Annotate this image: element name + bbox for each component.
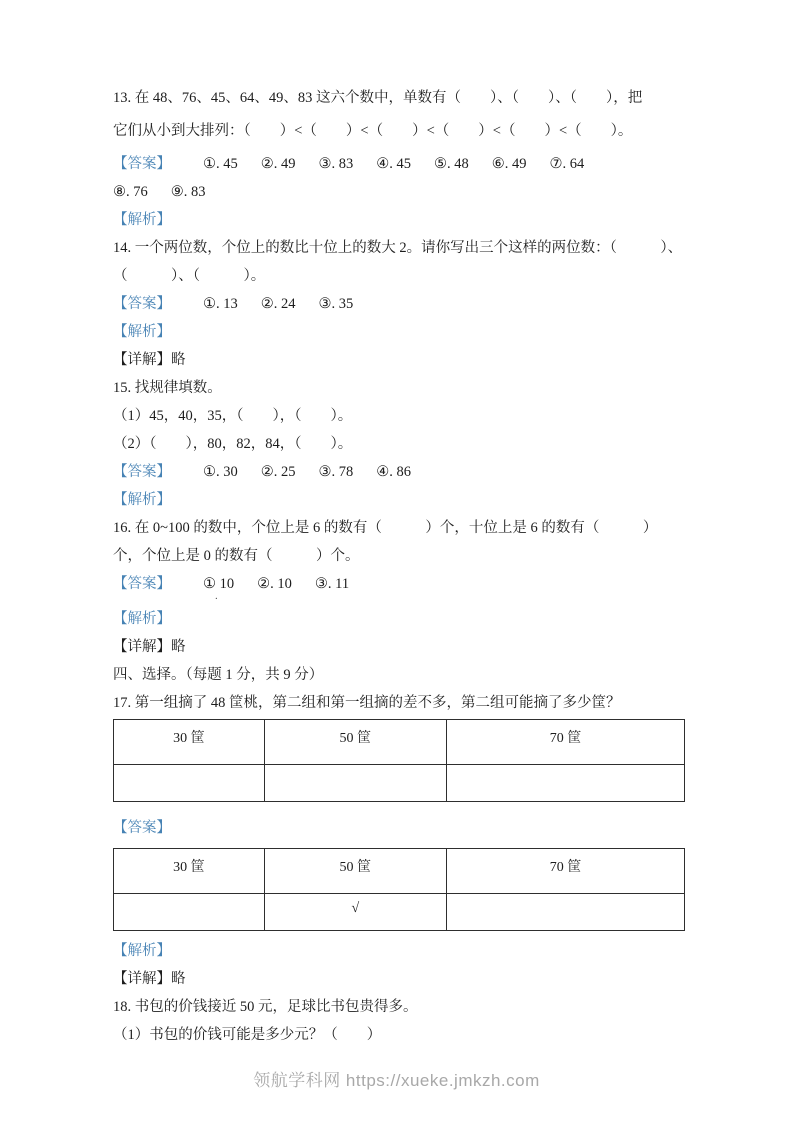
section-4-header: 四、选择。（每题 1 分，共 9 分） (113, 667, 324, 683)
answer-item: ②. 25 (260, 464, 296, 480)
table-cell (446, 894, 684, 931)
table-row (114, 765, 685, 802)
answer-item: ①. 45 (203, 156, 238, 172)
table-cell (114, 765, 265, 802)
table-cell: 50 筐 (264, 849, 446, 894)
answer-item: ②. 24 (260, 296, 296, 312)
answer-items (203, 570, 349, 598)
table-row (114, 894, 685, 931)
detail-label: 【详解】 (113, 639, 171, 655)
question-16-answer-row (113, 570, 685, 602)
answer-label: 【答案】 (113, 464, 171, 480)
question-14-answer-row (113, 290, 685, 318)
answer-label: 【答案】 (113, 156, 171, 172)
answer-items (203, 458, 411, 486)
answer-item: ③. 35 (318, 296, 354, 312)
table-header-row (114, 849, 685, 894)
watermark-footer: 领航学科网 https://xueke.jmkzh.com (253, 1071, 540, 1090)
table-cell (446, 765, 684, 802)
question-14-line-2: （ ）、（ ）。 (113, 268, 266, 284)
question-18-line-1: 18. 书包的价钱接近 50 元，足球比书包贵得多。 (113, 999, 418, 1015)
detail-label: 【详解】 (113, 971, 171, 987)
answer-item: ②. 49 (260, 156, 296, 172)
analysis-label: 【解析】 (113, 212, 171, 228)
detail-text: 略 (171, 639, 186, 655)
question-16-detail (113, 633, 685, 661)
analysis-label: 【解析】 (113, 943, 171, 959)
table-cell: 30 筐 (114, 849, 265, 894)
question-17-text: 17. 第一组摘了 48 筐桃，第二组和第一组摘的差不多，第二组可能摘了多少筐？ (113, 695, 621, 711)
table-cell: 30 筐 (114, 720, 265, 765)
question-13-line-1: 13. 在 48、76、45、64、49、83 这六个数中，单数有（ ）、（ ）、（ ），把 (113, 90, 643, 106)
question-17-answer-label-row (113, 814, 685, 842)
question-16-line-2: 个，个位上是 0 的数有（ ）个。 (113, 548, 360, 564)
answer-item: ②. 10 (257, 576, 292, 592)
analysis-label: 【解析】 (113, 611, 171, 627)
table-cell (114, 894, 265, 931)
answer-label: 【答案】 (113, 820, 171, 836)
question-14-detail (113, 346, 685, 374)
answer-items (203, 290, 353, 318)
question-13-answer-row-1 (113, 150, 685, 178)
answer-item: ③. 78 (318, 464, 354, 480)
question-15-part-1: （1）45，40，35，（ ），（ ）。 (113, 408, 353, 424)
question-17-detail (113, 965, 685, 993)
answer-item: ③. 83 (318, 156, 354, 172)
detail-text: 略 (171, 971, 186, 987)
analysis-label: 【解析】 (113, 492, 171, 508)
question-14-analysis (113, 318, 685, 346)
answer-item: ③. 11 (314, 576, 350, 592)
q17-answer-table (113, 848, 685, 931)
q17-options-table (113, 719, 685, 802)
detail-label: 【详解】 (113, 352, 171, 368)
question-17-analysis (113, 937, 685, 965)
question-15-part-2: （2）（ ），80，82，84，（ ）。 (113, 436, 353, 452)
question-16-line-1: 16. 在 0~100 的数中，个位上是 6 的数有（ ）个，十位上是 6 的数有（ ） (113, 520, 658, 536)
question-15-title: 15. 找规律填数。 (113, 380, 222, 396)
table-cell: 70 筐 (446, 720, 684, 765)
answer-item: ①. 30 (203, 464, 238, 480)
checkmark-cell: √ (264, 894, 446, 931)
question-14-line-1: 14. 一个两位数，个位上的数比十位上的数大 2。请你写出三个这样的两位数：（ ）、 (113, 240, 683, 256)
answer-item: ⑤. 48 (434, 156, 469, 172)
document-content (113, 84, 685, 1049)
answer-item: ④. 86 (376, 464, 411, 480)
answer-item: ⑨. 83 (170, 184, 206, 200)
stray-period: . (215, 590, 218, 602)
answer-item: ⑦. 64 (549, 156, 585, 172)
table-cell: 50 筐 (264, 720, 446, 765)
question-13-answer-row-2 (113, 178, 685, 206)
answer-item: ⑥. 49 (491, 156, 527, 172)
answer-items (113, 178, 206, 206)
question-13-analysis (113, 206, 685, 234)
analysis-label: 【解析】 (113, 324, 171, 340)
answer-label: 【答案】 (113, 576, 171, 592)
answer-item: ④. 45 (376, 156, 411, 172)
question-15-answer-row (113, 458, 685, 486)
answer-items (203, 150, 584, 178)
detail-text: 略 (171, 352, 186, 368)
question-18-part-1: （1）书包的价钱可能是多少元？（ ） (113, 1027, 382, 1043)
answer-label: 【答案】 (113, 296, 171, 312)
answer-item: ①. 13 (203, 296, 238, 312)
table-cell (264, 765, 446, 802)
question-16-analysis (113, 605, 685, 633)
table-header-row (114, 720, 685, 765)
table-cell: 70 筐 (446, 849, 684, 894)
question-13-line-2: 它们从小到大排列：（ ）<（ ）<（ ）<（ ）<（ ）<（ ）。 (113, 123, 633, 139)
answer-item: ⑧. 76 (113, 184, 148, 200)
answer-item: ① 10 (203, 576, 235, 592)
question-15-analysis (113, 486, 685, 514)
